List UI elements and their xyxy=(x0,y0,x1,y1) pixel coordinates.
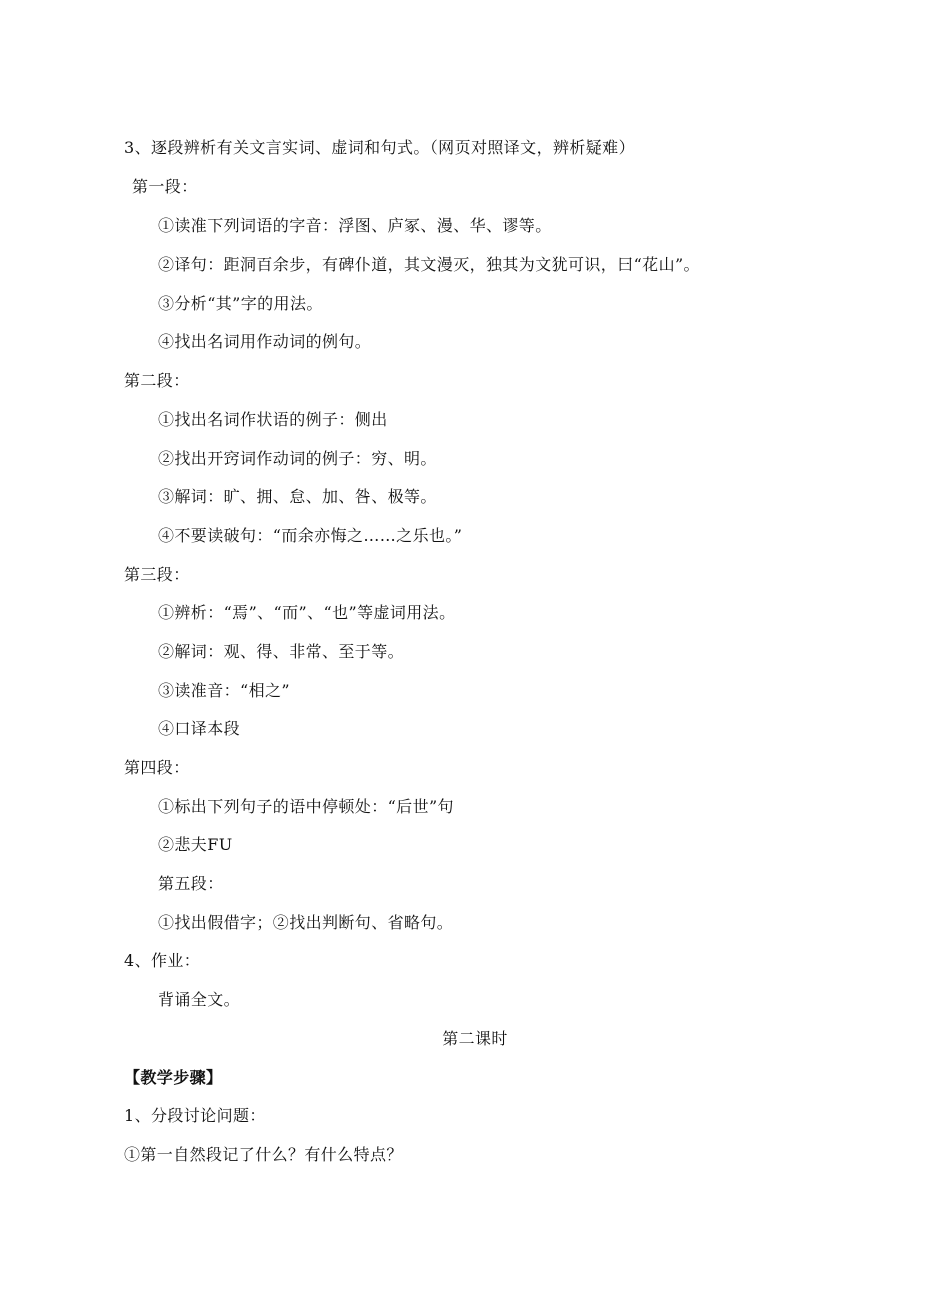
paragraph-3-item-3: ③读准音：“相之” xyxy=(158,681,290,700)
section-title: 第二课时 xyxy=(442,1029,508,1048)
paragraph-2-item-3: ③解词：旷、拥、怠、加、咎、极等。 xyxy=(158,487,437,506)
paragraph-2-heading: 第二段： xyxy=(124,371,190,390)
homework-item: 背诵全文。 xyxy=(158,990,241,1009)
paragraph-2-item-2: ②找出开窍词作动词的例子：穷、明。 xyxy=(158,449,437,468)
step-3-heading: 3、逐段辨析有关文言实词、虚词和句式。（网页对照译文，辨析疑难） xyxy=(124,138,635,157)
paragraph-3-item-4: ④口译本段 xyxy=(158,719,241,738)
step-1-heading: 1、分段讨论问题： xyxy=(124,1106,266,1125)
teaching-steps-heading: 【教学步骤】 xyxy=(124,1068,223,1087)
paragraph-4-item-2: ②悲夫FU xyxy=(158,835,233,854)
step-4-heading: 4、作业： xyxy=(124,951,201,970)
paragraph-1-item-1: ①读准下列词语的字音：浮图、庐冢、漫、华、谬等。 xyxy=(158,216,552,235)
paragraph-5-item-1: ①找出假借字；②找出判断句、省略句。 xyxy=(158,913,454,932)
paragraph-1-item-4: ④找出名词用作动词的例句。 xyxy=(158,332,372,351)
paragraph-4-item-1: ①标出下列句子的语中停顿处：“后世”句 xyxy=(158,797,454,816)
paragraph-5-heading: 第五段： xyxy=(158,874,224,893)
paragraph-2-item-1: ①找出名词作状语的例子：侧出 xyxy=(158,410,388,429)
paragraph-1-item-3: ③分析“其”字的用法。 xyxy=(158,294,323,313)
paragraph-3-heading: 第三段： xyxy=(124,565,190,584)
paragraph-1-item-2: ②译句：距洞百余步，有碑仆道，其文漫灭，独其为文犹可识，曰“花山”。 xyxy=(158,255,700,274)
paragraph-2-item-4: ④不要读破句：“而余亦悔之……之乐也。” xyxy=(158,526,463,545)
paragraph-3-item-1: ①辨析：“焉”、“而”、“也”等虚词用法。 xyxy=(158,603,456,622)
paragraph-1-heading: 第一段： xyxy=(132,177,198,196)
paragraph-3-item-2: ②解词：观、得、非常、至于等。 xyxy=(158,642,405,661)
question-1: ①第一自然段记了什么？有什么特点？ xyxy=(124,1145,403,1164)
paragraph-4-heading: 第四段： xyxy=(124,758,190,777)
